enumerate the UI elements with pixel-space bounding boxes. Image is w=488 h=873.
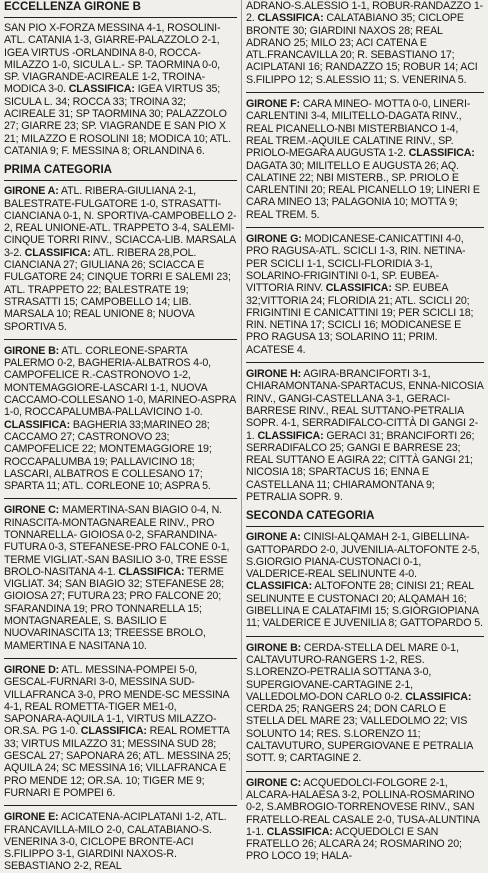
right-column: [246, 0, 484, 863]
divider: [246, 92, 484, 93]
left-column: [4, 0, 237, 873]
divider: [4, 339, 237, 340]
divider: [246, 227, 484, 228]
divider: [246, 362, 484, 363]
prima-girone-a: GIRONE A: ATL. RIBERA-GIULIANA 2-1, BALESTRATE-FULGATORE 1-0, STRASATTI- CIANCIANA 0-1, N. SPORTIVA-CAMPOBELLO 2-2, REAL UNIONE-ATL. TRAPPETO 3-4, SALEMI-CINQUE TORRI RINV., SCIACCA-LIB. MARSALA 3-2. CLASSIFICA: ATL. RIBERA 28,POL. CIANCIANA 27; GIULIANA 26; SCIACCA E FULGATORE 24; CINQUE TORRI E SALEMI 23; ATL. TRAPPETO 22; BALESTRATE 19; STRASATTI 15; CAMPOBELLO 14; LIB. MARSALA 10; REAL UNIONE 8; NUOVA SPORTIVA 5.: [4, 185, 237, 333]
eccellenza-results: SAN PIO X-FORZA MESSINA 4-1, ROSOLINI-ATL. CATANIA 1-3, GIARRE-PALAZZOLO 2-1, IGEA VIRTUS -ORLANDINA 8-0, ROCCA-MILAZZO 1-0, SICULA L.- SP. TAORMINA 0-0, SP. VIAGRANDE-ACIREALE 1-2, TROINA-MODICA 3-0. CLASSIFICA: IGEA VIRTUS 35; SICULA L. 34; ROCCA 33; TROINA 32; ACIREALE 31; SP TAORMINA 30; PALAZZOLO 27; GIARRE 23; SP. VIAGRANDE E SAN PIO X 21; MILAZZO E ROSOLINI 18; MODICA 10; ATL. CATANIA 9; F. MESSINA 8; ORLANDINA 6.: [4, 22, 231, 157]
seconda-girone-a: GIRONE A: CINISI-ALQAMAH 2-1, GIBELLINA-GATTOPARDO 2-0, JUVENILIA-ALTOFONTE 2-5, S.GIORGIO PIANA-CUSTONACI 0-1, VALDERICE-REAL SELINUNTE 4-0. CLASSIFICA: ALTOFONTE 28; CINISI 21; REAL SELINUNTE E CUSTONACI 20; ALQAMAH 16; GIBELLINA E CALATAFIMI 15; S.GIORGIOPIANA 11; VALDERICE E JUVENILIA 8; GATTOPARDO 5.: [246, 531, 483, 630]
section-title-seconda-categoria: SECONDA CATEGORIA: [246, 509, 484, 527]
eccellenza-girone-b: [4, 0, 237, 157]
prima-girone-g: GIRONE G: MODICANESE-CANICATTINI 4-0, PRO RAGUSA-ATL. SCICLI 1-3, RIN. NETINA-PER SCICLI 1-1, SCICLI-FLORIDIA 3-1, SOLARINO-FRIGINTINI 0-1, SP. EUBEA- VITTORIA RINV. CLASSIFICA: SP. EUBEA 32;VITTORIA 24; FLORIDIA 21; ATL. SCICLI 20; FRIGINTINI E CANICATTINI 19; PER SCICLI 18; RIN. NETINA 17; SCICLI 16; MODICANESE E PRO RAGUSA 13; SOLARINO 11; PRIM. ACATESE 4.: [246, 233, 474, 356]
column-divider: [241, 0, 242, 800]
prima-girone-c: GIRONE C: MAMERTINA-SAN BIAGIO 0-4, N. RINASCITA-MONTAGNAREALE RINV., PRO TONNARELLA- GIOIOSA 0-2, SFARANDINA-FUTURA 0-3, STEFANESE-PRO FALCONE 0-1, TERME VIGLIAT.-SAN BASILIO 3-0, TRE ESSE BROLO-NASITANA 4-1. CLASSIFICA: TERME VIGLIAT. 34; SAN BIAGIO 32; STEFANESE 28; GIOIOSA 27; FUTURA 23; PRO FALCONE 20; SFARANDINA 19; PRO TONNARELLA 15; MONTAGNAREALE, S. BASILIO E NUOVARINASCITA 13; TREESSE BROLO, MAMERTINA E NASITANA 10.: [4, 504, 230, 652]
prima-girone-h: GIRONE H: AGIRA-BRANCIFORTI 3-1, CHIARAMONTANA-SPARTACUS, ENNA-NICOSIA RINV., GANGI-CASTELLANA 3-1, GERACI-BARRESE RINV., REAL SUTTANO-PETRALIA SOPR. 4-1, SERRADIFALCO-CITTÀ DI GANGI 2-1. CLASSIFICA: GERACI 31; BRANCIFORTI 26; SERRADIFALCO 25; GANGI E BARRESE 23; REAL SUTTANO E AGIRA 22; CITTÀ GANGI 21; NICOSIA 18; SPARTACUS 16; ENNA E CASTELLANA 11; CHIARAMONTANA 9; PETRALIA SOPR. 9.: [246, 368, 484, 503]
seconda-girone-c: GIRONE C: ACQUEDOLCI-FOLGORE 2-1, ALCARA-HALAESA 3-2, POLLINA-ROSMARINO 0-2, S.AMBROGIO-TORRENOVESE RINV., SAN FRATELLO-REAL CASALE 2-0, TUSA-ALUNTINA 1-1. CLASSIFICA: ACQUEDOLCI E SAN FRATELLO 26; ALCARA 24; ROSMARINO 20; PRO LOCO 19; HALA-: [246, 776, 480, 863]
divider: [4, 658, 237, 659]
prima-girone-e: GIRONE E: ACICATENA-ACIPLATANI 1-2, ATL. FRANCAVILLA-MILO 2-0, CALATABIANO-S. VENERINA 3-0, CICLOPE BRONTE-ACI S.FILIPPO 3-1, GIARDINI NAXOS-R. SEBASTIANO 2-2, REAL: [4, 811, 227, 873]
prima-girone-d: GIRONE D: ATL. MESSINA-POMPEI 5-0, GESCAL-FURNARI 3-0, MESSINA SUD-VILLAFRANCA 3-0, PRO MENDE-SC MESSINA 4-1, REAL ROMETTA-TIGER ME1-0, SAPONARA-AQUILA 1-1, VIRTUS MILAZZO-OR.SA. PG 1-0. CLASSIFICA: REAL ROMETTA 33; VIRTUS MILAZZO 31; MESSINA SUD 28; GESCAL 27; SAPONARA 26; ATL. MESSINA 25; AQUILA 24; SC MESSINA 16; VILLAFRANCA E PRO MENDE 12; OR.SA. 10; TIGER ME 9; FURNARI E POMPEI 6.: [4, 663, 231, 799]
seconda-girone-b: GIRONE B: CERDA-STELLA DEL MARE 0-1, CALTAVUTURO-RANGERS 1-2, RES. S.LORENZO-PETRALIA SOTTANA 3-0, SUPERGIOVANE-CARTAGINE 2-1, VALLEDOLMO-DON CARLO 0-2. CLASSIFICA: CERDA 25; RANGERS 24; DON CARLO E STELLA DEL MARE 23; VALLEDOLMO 22; VIS SOLUNTO 14; RES. S.LORENZO 11; CALTAVUTURO, SUPERGIOVANE E PETRALIA SOTT. 9; CARTAGINE 2.: [246, 641, 473, 765]
prima-girone-b: GIRONE B: ATL. CORLEONE-SPARTA PALERMO 0-2, BAGHERIA-ALBATROS 4-0, CAMPOFELICE R.-CASTRONOVO 1-2, MONTEMAGGIORE-LASCARI 1-1, NUOVA CACCAMO-COLLESANO 1-0, MARINEO-ASPRA 1-0, ROCCAPALUMBA-PALLAVICINO 1-0. CLASSIFICA: BAGHERIA 33;MARINEO 28; CACCAMO 27; CASTRONOVO 23; CAMPOFELICE 22; MONTEMAGGIORE 19; ROCCAPALUMBA 19; PALLAVICINO 18; LASCARI, ALBATROS E COLLESANO 17; SPARTA 11; ATL. CORLEONE 10; ASPRA 5.: [4, 344, 236, 493]
prima-girone-e-continued: ADRANO-S.ALESSIO 1-1, ROBUR-RANDAZZO 1-2. CLASSIFICA: CALATABIANO 35; CICLOPE BRONTE 30; GIARDINI NAXOS 28; REAL ADRANO 25; MILO 23; ACI CATENA E ATL.FRANCAVILLA 20; R. SEBASTIANO 17; ACIPLATANI 16; RANDAZZO 15; ROBUR 14; ACI S.FILIPPO 12; S.ALESSIO 11; S. VENERINA 5.: [246, 0, 484, 86]
divider: [4, 498, 237, 499]
prima-girone-f: GIRONE F: CARA MINEO- MOTTA 0-0, LINERI-CARLENTINI 3-4, MILITELLO-DAGATA RINV., REAL PICANELLO-NBI MISTERBIANCO 1-4, REAL TREM.-AQUILE CALATINE RINV., SP. PRIOLO-MEGARA AUGUSTA 1-2. CLASSIFICA: DAGATA 30; MILITELLO E AUGUSTA 26; AQ. CALATINE 22; NBI MISTERB., SP. PRIOLO E CARLENTINI 20; REAL PICANELLO 19; LINERI E CARA MINEO 13; PALAGONIA 10; MOTTA 9; REAL TREM. 5.: [246, 98, 480, 221]
section-title-eccellenza: ECCELLENZA GIRONE B: [4, 0, 237, 18]
divider: [246, 636, 484, 637]
divider: [4, 805, 237, 806]
section-title-prima-categoria: PRIMA CATEGORIA: [4, 163, 237, 181]
divider: [246, 771, 484, 772]
